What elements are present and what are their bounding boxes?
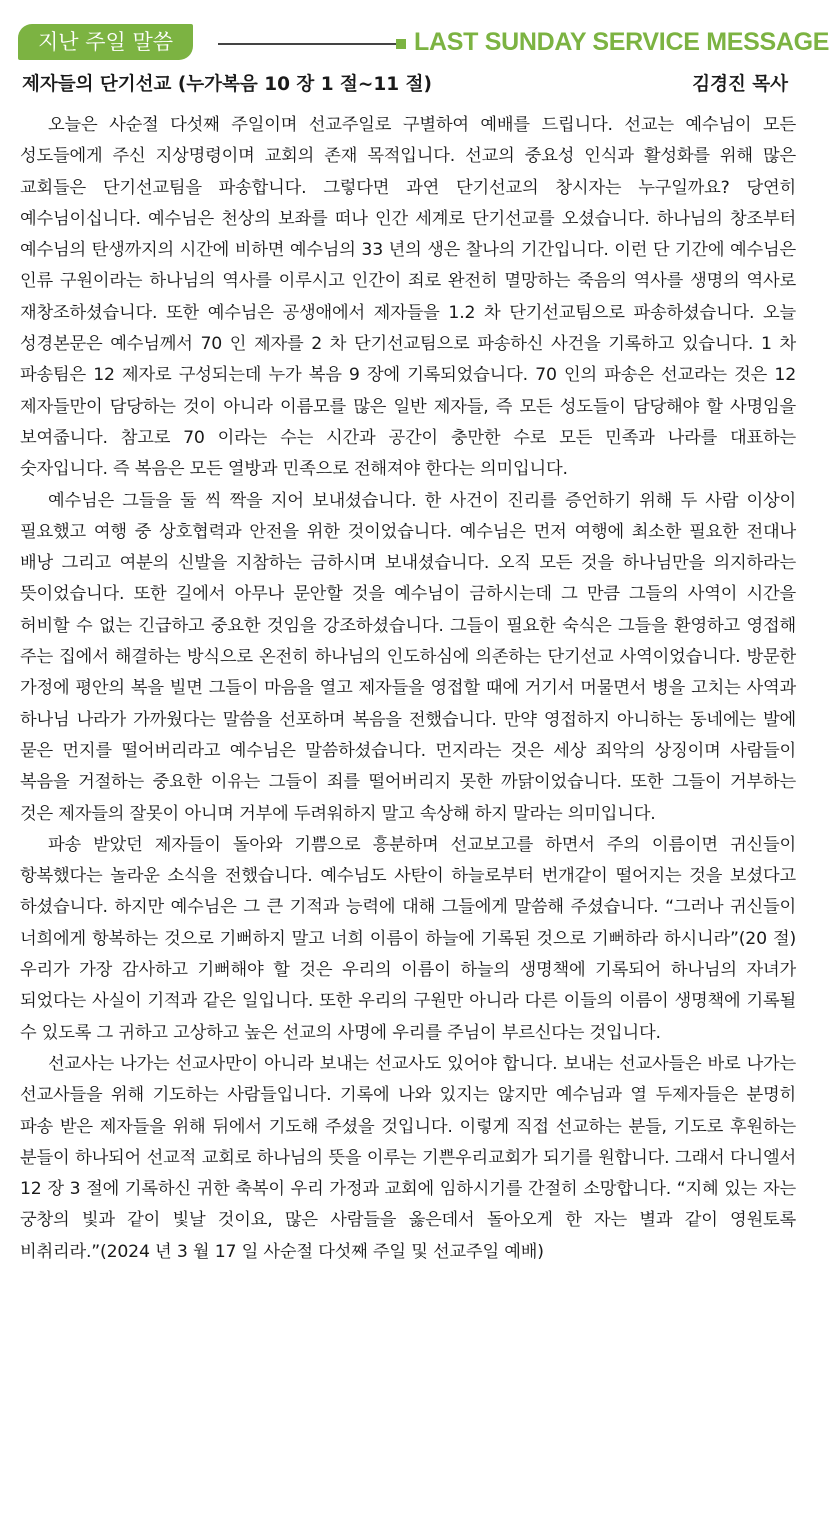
section-badge: 지난 주일 말씀 bbox=[18, 24, 193, 60]
paragraph-2: 예수님은 그들을 둘 씩 짝을 지어 보내셨습니다. 한 사건이 진리를 증언하기 위해 두 사람 이상이 필요했고 여행 중 상호협력과 안전을 위한 것이었습니다. 예수님은 먼저 여행에 최소한 필요한 전대나 배낭 그리고 여분의 신발을 지참하는 금하시며 보내셨습니다. 오직 모든 것을 하나님만을 의지하라는 뜻이었습니다. 또한 길에서 아무나 문안할 것을 예수님이 금하시는데 그 만큼 그들의 사역이 시간을 허비할 수 없는 긴급하고 중요한 것임을 강조하셨습니다. 그들이 필요한 숙식은 그들을 환영하고 영접해 주는 집에서 해결하는 방식으로 온전히 하나님의 인도하심에 의존하는 단기선교 사역이었습니다. 방문한 가정에 평안의 복을 빌면 그들이 마음을 열고 제자들을 영접할 때에 거기서 머물면서 병을 고치는 사역과 하나님 나라가 가까웠다는 말씀을 선포하며 복음을 전했습니다. 만약 영접하지 아니하는 동네에는 발에 묻은 먼지를 떨어버리라고 예수님은 말씀하셨습니다. 먼지라는 것은 세상 죄악의 상징이며 사람들이 복음을 거절하는 중요한 이유는 그들이 죄를 떨어버리지 못한 까닭이었습니다. 또한 그들이 거부하는 것은 제자들의 잘못이 아니며 거부에 두려워하지 말고 속상해 하지 말라는 의미입니다. bbox=[20, 490, 796, 824]
paragraph-1: 오늘은 사순절 다섯째 주일이며 선교주일로 구별하여 예배를 드립니다. 선교는 예수님이 모든 성도들에게 주신 지상명령이며 교회의 존재 목적입니다. 선교의 중요성 인식과 활성화를 위해 많은 교회들은 단기선교팀을 파송합니다. 그렇다면 과연 단기선교의 창시자는 누구일까요? 당연히 예수님이십니다. 예수님은 천상의 보좌를 떠나 인간 세계로 단기선교를 오셨습니다. 하나님의 창조부터 예수님의 탄생까지의 시간에 비하면 예수님의 33 년의 생은 찰나의 기간입니다. 이런 단 기간에 예수님은 인류 구원이라는 하나님의 역사를 이루시고 인간이 죄로 완전히 멸망하는 죽음의 역사를 생명의 역사로 재창조하셨습니다. 또한 예수님은 공생애에서 제자들을 1.2 차 단기선교팀으로 파송하셨습니다. 오늘 성경본문은 예수님께서 70 인 제자를 2 차 단기선교팀으로 파송하신 사건을 기록하고 있습니다. 1 차 파송팀은 12 제자로 구성되는데 누가 복음 9 장에 기록되었습니다. 70 인의 파송은 선교라는 것은 12 제자들만이 담당하는 것이 아니라 이름모를 많은 일반 제자들, 즉 모든 성도들이 담당해야 할 사명임을 보여줍니다. 참고로 70 이라는 수는 시간과 공간이 충만한 수로 모든 민족과 나라를 대표하는 숫자입니다. 즉 복음은 모든 열방과 민족으로 전해져야 한다는 의미입니다. bbox=[20, 115, 796, 480]
sermon-title: 제자들의 단기선교 (누가복음 10 장 1 절~11 절) bbox=[22, 74, 432, 95]
sermon-title-row bbox=[22, 70, 798, 104]
paragraph-3: 파송 받았던 제자들이 돌아와 기쁨으로 흥분하며 선교보고를 하면서 주의 이름이면 귀신들이 항복했다는 놀라운 소식을 전했습니다. 예수님도 사탄이 하늘로부터 번개같이 떨어지는 것을 보셨다고 하셨습니다. 하지만 예수님은 그 큰 기적과 능력에 대해 그들에게 말씀해 주셨습니다. “그러나 귀신들이 너희에게 항복하는 것으로 기뻐하지 말고 너희 이름이 하늘에 기록된 것으로 기뻐하라 하시니라”(20 절) 우리가 가장 감사하고 기뻐해야 할 것은 우리의 이름이 하늘의 생명책에 기록되어 하나님의 자녀가 되었다는 사실이 기적과 같은 일입니다. 또한 우리의 구원만 아니라 다른 이들의 이름이 생명책에 기록될 수 있도록 그 귀하고 고상하고 높은 선교의 사명에 우리를 주님이 부르신다는 것입니다. bbox=[20, 834, 796, 1043]
section-header bbox=[18, 22, 830, 62]
header-rule-marker bbox=[396, 39, 406, 49]
sermon-body bbox=[20, 110, 796, 1268]
english-section-title: LAST SUNDAY SERVICE MESSAGE bbox=[414, 28, 830, 56]
pastor-name: 김경진 목사 bbox=[692, 74, 788, 95]
paragraph-4: 선교사는 나가는 선교사만이 아니라 보내는 선교사도 있어야 합니다. 보내는 선교사들은 바로 나가는 선교사들을 위해 기도하는 사람들입니다. 기록에 나와 있지는 않지만 예수님과 열 두제자들은 분명히 파송 받은 제자들을 위해 뒤에서 기도해 주셨을 것입니다. 이렇게 직접 선교하는 분들, 기도로 후원하는 분들이 하나되어 선교적 교회로 하나님의 뜻을 이루는 기쁜우리교회가 되기를 원합니다. 그래서 다니엘서 12 장 3 절에 기록하신 귀한 축복이 우리 가정과 교회에 임하시기를 간절히 소망합니다. “지혜 있는 자는 궁창의 빛과 같이 빛날 것이요, 많은 사람들을 옳은데서 돌아오게 한 자는 별과 같이 영원토록 비취리라.”(2024 년 3 월 17 일 사순절 다섯째 주일 및 선교주일 예배) bbox=[20, 1053, 796, 1262]
header-rule bbox=[218, 43, 396, 45]
